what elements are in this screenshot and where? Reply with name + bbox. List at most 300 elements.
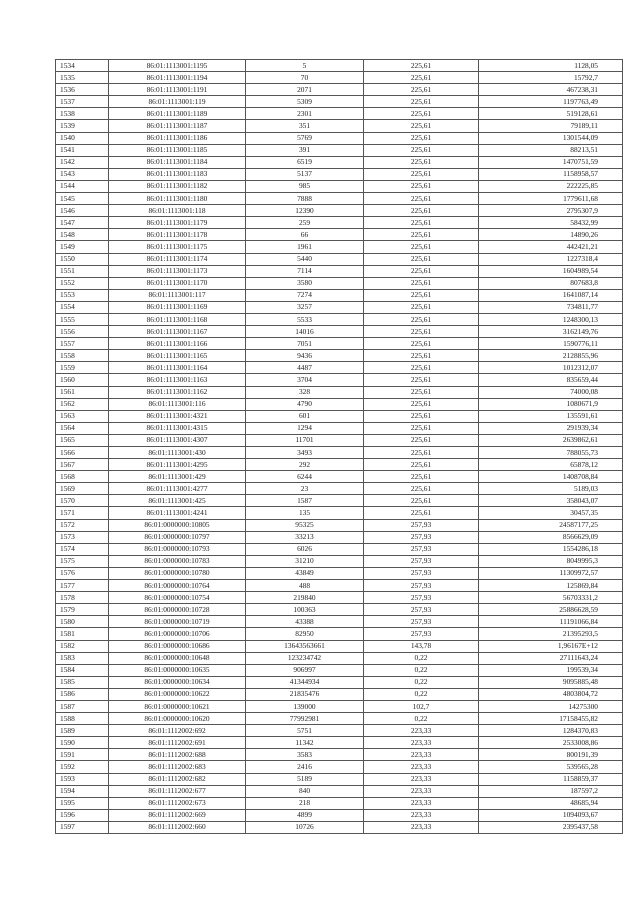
value-cell: 125869,84 bbox=[479, 580, 623, 592]
rate-cell: 257,93 bbox=[364, 580, 479, 592]
table-row bbox=[56, 326, 623, 338]
cadastral-number-cell: 86:01:1113001:1184 bbox=[109, 156, 246, 168]
table-row bbox=[56, 410, 623, 422]
row-number-cell: 1578 bbox=[56, 592, 109, 604]
cadastral-number-cell: 86:01:1113001:430 bbox=[109, 447, 246, 459]
area-cell: 1587 bbox=[246, 495, 364, 507]
area-cell: 488 bbox=[246, 580, 364, 592]
value-cell: 25886628,59 bbox=[479, 604, 623, 616]
rate-cell: 225,61 bbox=[364, 422, 479, 434]
area-cell: 328 bbox=[246, 386, 364, 398]
table-row bbox=[56, 217, 623, 229]
row-number-cell: 1587 bbox=[56, 700, 109, 712]
rate-cell: 223,33 bbox=[364, 809, 479, 821]
row-number-cell: 1580 bbox=[56, 616, 109, 628]
area-cell: 906997 bbox=[246, 664, 364, 676]
row-number-cell: 1597 bbox=[56, 821, 109, 833]
rate-cell: 225,61 bbox=[364, 180, 479, 192]
rate-cell: 225,61 bbox=[364, 168, 479, 180]
cadastral-number-cell: 86:01:0000000:10805 bbox=[109, 519, 246, 531]
rate-cell: 225,61 bbox=[364, 156, 479, 168]
table-row bbox=[56, 193, 623, 205]
value-cell: 27111643,24 bbox=[479, 652, 623, 664]
table-row bbox=[56, 580, 623, 592]
table-row bbox=[56, 84, 623, 96]
rate-cell: 102,7 bbox=[364, 700, 479, 712]
row-number-cell: 1549 bbox=[56, 241, 109, 253]
row-number-cell: 1562 bbox=[56, 398, 109, 410]
row-number-cell: 1594 bbox=[56, 785, 109, 797]
rate-cell: 225,61 bbox=[364, 326, 479, 338]
area-cell: 5533 bbox=[246, 313, 364, 325]
area-cell: 219840 bbox=[246, 592, 364, 604]
area-cell: 6026 bbox=[246, 543, 364, 555]
value-cell: 1554286,18 bbox=[479, 543, 623, 555]
area-cell: 70 bbox=[246, 72, 364, 84]
rate-cell: 225,61 bbox=[364, 241, 479, 253]
cadastral-number-cell: 86:01:1113001:1195 bbox=[109, 60, 246, 72]
area-cell: 10726 bbox=[246, 821, 364, 833]
row-number-cell: 1564 bbox=[56, 422, 109, 434]
value-cell: 1094093,67 bbox=[479, 809, 623, 821]
value-cell: 1248300,13 bbox=[479, 313, 623, 325]
rate-cell: 225,61 bbox=[364, 193, 479, 205]
area-cell: 5440 bbox=[246, 253, 364, 265]
cadastral-number-cell: 86:01:1113001:1168 bbox=[109, 313, 246, 325]
area-cell: 5751 bbox=[246, 725, 364, 737]
cadastral-number-cell: 86:01:1113001:1183 bbox=[109, 168, 246, 180]
row-number-cell: 1565 bbox=[56, 434, 109, 446]
value-cell: 17158455,82 bbox=[479, 713, 623, 725]
row-number-cell: 1573 bbox=[56, 531, 109, 543]
cadastral-number-cell: 86:01:1113001:1175 bbox=[109, 241, 246, 253]
value-cell: 291939,34 bbox=[479, 422, 623, 434]
row-number-cell: 1536 bbox=[56, 84, 109, 96]
table-row bbox=[56, 386, 623, 398]
rate-cell: 257,93 bbox=[364, 531, 479, 543]
area-cell: 41344934 bbox=[246, 676, 364, 688]
value-cell: 1197763,49 bbox=[479, 96, 623, 108]
area-cell: 2301 bbox=[246, 108, 364, 120]
value-cell: 65878,12 bbox=[479, 459, 623, 471]
row-number-cell: 1554 bbox=[56, 301, 109, 313]
cadastral-number-cell: 86:01:1113001:1180 bbox=[109, 193, 246, 205]
cadastral-number-cell: 86:01:0000000:10719 bbox=[109, 616, 246, 628]
area-cell: 82950 bbox=[246, 628, 364, 640]
table-row bbox=[56, 398, 623, 410]
row-number-cell: 1551 bbox=[56, 265, 109, 277]
row-number-cell: 1574 bbox=[56, 543, 109, 555]
row-number-cell: 1583 bbox=[56, 652, 109, 664]
rate-cell: 225,61 bbox=[364, 447, 479, 459]
cadastral-value-table bbox=[55, 59, 623, 834]
area-cell: 1961 bbox=[246, 241, 364, 253]
row-number-cell: 1534 bbox=[56, 60, 109, 72]
row-number-cell: 1547 bbox=[56, 217, 109, 229]
area-cell: 100363 bbox=[246, 604, 364, 616]
row-number-cell: 1537 bbox=[56, 96, 109, 108]
table-row bbox=[56, 628, 623, 640]
table-row bbox=[56, 96, 623, 108]
value-cell: 2395437,58 bbox=[479, 821, 623, 833]
table-row bbox=[56, 265, 623, 277]
value-cell: 807683,8 bbox=[479, 277, 623, 289]
area-cell: 3257 bbox=[246, 301, 364, 313]
cadastral-number-cell: 86:01:1113001:1164 bbox=[109, 362, 246, 374]
rate-cell: 257,93 bbox=[364, 567, 479, 579]
value-cell: 56703331,2 bbox=[479, 592, 623, 604]
cadastral-number-cell: 86:01:1113001:4277 bbox=[109, 483, 246, 495]
value-cell: 1604989,54 bbox=[479, 265, 623, 277]
value-cell: 5189,03 bbox=[479, 483, 623, 495]
row-number-cell: 1584 bbox=[56, 664, 109, 676]
area-cell: 123234742 bbox=[246, 652, 364, 664]
table-row bbox=[56, 652, 623, 664]
area-cell: 3583 bbox=[246, 749, 364, 761]
row-number-cell: 1575 bbox=[56, 555, 109, 567]
rate-cell: 225,61 bbox=[364, 84, 479, 96]
row-number-cell: 1579 bbox=[56, 604, 109, 616]
rate-cell: 0,22 bbox=[364, 652, 479, 664]
row-number-cell: 1548 bbox=[56, 229, 109, 241]
cadastral-number-cell: 86:01:0000000:10728 bbox=[109, 604, 246, 616]
value-cell: 9095885,48 bbox=[479, 676, 623, 688]
rate-cell: 225,61 bbox=[364, 374, 479, 386]
cadastral-number-cell: 86:01:0000000:10764 bbox=[109, 580, 246, 592]
area-cell: 23 bbox=[246, 483, 364, 495]
value-cell: 1128,05 bbox=[479, 60, 623, 72]
row-number-cell: 1545 bbox=[56, 193, 109, 205]
area-cell: 31210 bbox=[246, 555, 364, 567]
table-row bbox=[56, 604, 623, 616]
value-cell: 2533008,86 bbox=[479, 737, 623, 749]
cadastral-number-cell: 86:01:1113001:117 bbox=[109, 289, 246, 301]
cadastral-number-cell: 86:01:1113001:1173 bbox=[109, 265, 246, 277]
row-number-cell: 1542 bbox=[56, 156, 109, 168]
cadastral-number-cell: 86:01:0000000:10793 bbox=[109, 543, 246, 555]
cadastral-number-cell: 86:01:0000000:10754 bbox=[109, 592, 246, 604]
cadastral-number-cell: 86:01:1113001:4321 bbox=[109, 410, 246, 422]
table-row bbox=[56, 301, 623, 313]
rate-cell: 225,61 bbox=[364, 410, 479, 422]
cadastral-number-cell: 86:01:1113001:4307 bbox=[109, 434, 246, 446]
table-row bbox=[56, 422, 623, 434]
cadastral-number-cell: 86:01:0000000:10780 bbox=[109, 567, 246, 579]
area-cell: 3580 bbox=[246, 277, 364, 289]
row-number-cell: 1570 bbox=[56, 495, 109, 507]
rate-cell: 225,61 bbox=[364, 108, 479, 120]
row-number-cell: 1576 bbox=[56, 567, 109, 579]
cadastral-number-cell: 86:01:1113001:1167 bbox=[109, 326, 246, 338]
rate-cell: 225,61 bbox=[364, 277, 479, 289]
rate-cell: 223,33 bbox=[364, 749, 479, 761]
rate-cell: 257,93 bbox=[364, 555, 479, 567]
value-cell: 1227318,4 bbox=[479, 253, 623, 265]
cadastral-number-cell: 86:01:1113001:1170 bbox=[109, 277, 246, 289]
table-row bbox=[56, 483, 623, 495]
row-number-cell: 1571 bbox=[56, 507, 109, 519]
cadastral-number-cell: 86:01:0000000:10706 bbox=[109, 628, 246, 640]
table-row bbox=[56, 785, 623, 797]
table-row bbox=[56, 447, 623, 459]
table-row bbox=[56, 229, 623, 241]
table-row bbox=[56, 519, 623, 531]
rate-cell: 225,61 bbox=[364, 398, 479, 410]
cadastral-number-cell: 86:01:1113001:1169 bbox=[109, 301, 246, 313]
table-row bbox=[56, 725, 623, 737]
value-cell: 222225,85 bbox=[479, 180, 623, 192]
value-cell: 14275300 bbox=[479, 700, 623, 712]
table-row bbox=[56, 362, 623, 374]
row-number-cell: 1572 bbox=[56, 519, 109, 531]
cadastral-number-cell: 86:01:1112002:683 bbox=[109, 761, 246, 773]
value-cell: 1590776,11 bbox=[479, 338, 623, 350]
area-cell: 6244 bbox=[246, 471, 364, 483]
cadastral-number-cell: 86:01:1112002:677 bbox=[109, 785, 246, 797]
value-cell: 2795307,9 bbox=[479, 205, 623, 217]
row-number-cell: 1558 bbox=[56, 350, 109, 362]
row-number-cell: 1540 bbox=[56, 132, 109, 144]
rate-cell: 225,61 bbox=[364, 265, 479, 277]
value-cell: 539565,28 bbox=[479, 761, 623, 773]
table-row bbox=[56, 313, 623, 325]
row-number-cell: 1550 bbox=[56, 253, 109, 265]
table-row bbox=[56, 531, 623, 543]
table-row bbox=[56, 567, 623, 579]
row-number-cell: 1559 bbox=[56, 362, 109, 374]
rate-cell: 225,61 bbox=[364, 144, 479, 156]
value-cell: 24587177,25 bbox=[479, 519, 623, 531]
cadastral-number-cell: 86:01:1113001:1191 bbox=[109, 84, 246, 96]
cadastral-number-cell: 86:01:0000000:10648 bbox=[109, 652, 246, 664]
cadastral-number-cell: 86:01:0000000:10635 bbox=[109, 664, 246, 676]
area-cell: 218 bbox=[246, 797, 364, 809]
row-number-cell: 1566 bbox=[56, 447, 109, 459]
area-cell: 5189 bbox=[246, 773, 364, 785]
cadastral-number-cell: 86:01:1113001:1162 bbox=[109, 386, 246, 398]
table-row bbox=[56, 289, 623, 301]
area-cell: 11342 bbox=[246, 737, 364, 749]
table-row bbox=[56, 459, 623, 471]
cadastral-number-cell: 86:01:1112002:669 bbox=[109, 809, 246, 821]
table-row bbox=[56, 132, 623, 144]
cadastral-number-cell: 86:01:1113001:1194 bbox=[109, 72, 246, 84]
row-number-cell: 1546 bbox=[56, 205, 109, 217]
cadastral-number-cell: 86:01:1113001:1163 bbox=[109, 374, 246, 386]
rate-cell: 225,61 bbox=[364, 289, 479, 301]
value-cell: 835659,44 bbox=[479, 374, 623, 386]
table-row bbox=[56, 180, 623, 192]
cadastral-number-cell: 86:01:0000000:10620 bbox=[109, 713, 246, 725]
area-cell: 14016 bbox=[246, 326, 364, 338]
rate-cell: 225,61 bbox=[364, 229, 479, 241]
value-cell: 788055,73 bbox=[479, 447, 623, 459]
value-cell: 1080671,9 bbox=[479, 398, 623, 410]
cadastral-number-cell: 86:01:1113001:4315 bbox=[109, 422, 246, 434]
row-number-cell: 1568 bbox=[56, 471, 109, 483]
area-cell: 3493 bbox=[246, 447, 364, 459]
value-cell: 88213,51 bbox=[479, 144, 623, 156]
value-cell: 74000,08 bbox=[479, 386, 623, 398]
value-cell: 1158859,37 bbox=[479, 773, 623, 785]
row-number-cell: 1552 bbox=[56, 277, 109, 289]
area-cell: 12390 bbox=[246, 205, 364, 217]
cadastral-number-cell: 86:01:1113001:425 bbox=[109, 495, 246, 507]
table-row bbox=[56, 253, 623, 265]
rate-cell: 225,61 bbox=[364, 386, 479, 398]
area-cell: 43388 bbox=[246, 616, 364, 628]
row-number-cell: 1556 bbox=[56, 326, 109, 338]
rate-cell: 0,22 bbox=[364, 688, 479, 700]
value-cell: 358043,07 bbox=[479, 495, 623, 507]
row-number-cell: 1592 bbox=[56, 761, 109, 773]
table-row bbox=[56, 72, 623, 84]
cadastral-number-cell: 86:01:1113001:1179 bbox=[109, 217, 246, 229]
row-number-cell: 1591 bbox=[56, 749, 109, 761]
area-cell: 5309 bbox=[246, 96, 364, 108]
table-row bbox=[56, 809, 623, 821]
area-cell: 13643563661 bbox=[246, 640, 364, 652]
cadastral-number-cell: 86:01:1112002:692 bbox=[109, 725, 246, 737]
row-number-cell: 1541 bbox=[56, 144, 109, 156]
rate-cell: 257,93 bbox=[364, 604, 479, 616]
value-cell: 1012312,07 bbox=[479, 362, 623, 374]
rate-cell: 257,93 bbox=[364, 592, 479, 604]
area-cell: 5769 bbox=[246, 132, 364, 144]
cadastral-number-cell: 86:01:1112002:682 bbox=[109, 773, 246, 785]
value-cell: 11309972,57 bbox=[479, 567, 623, 579]
area-cell: 5137 bbox=[246, 168, 364, 180]
area-cell: 9436 bbox=[246, 350, 364, 362]
row-number-cell: 1557 bbox=[56, 338, 109, 350]
row-number-cell: 1553 bbox=[56, 289, 109, 301]
area-cell: 4790 bbox=[246, 398, 364, 410]
cadastral-number-cell: 86:01:1113001:119 bbox=[109, 96, 246, 108]
rate-cell: 0,22 bbox=[364, 676, 479, 688]
area-cell: 33213 bbox=[246, 531, 364, 543]
table-row bbox=[56, 676, 623, 688]
area-cell: 601 bbox=[246, 410, 364, 422]
value-cell: 1641087,14 bbox=[479, 289, 623, 301]
rate-cell: 223,33 bbox=[364, 761, 479, 773]
area-cell: 2071 bbox=[246, 84, 364, 96]
row-number-cell: 1535 bbox=[56, 72, 109, 84]
rate-cell: 225,61 bbox=[364, 253, 479, 265]
row-number-cell: 1543 bbox=[56, 168, 109, 180]
value-cell: 79189,11 bbox=[479, 120, 623, 132]
value-cell: 1158958,57 bbox=[479, 168, 623, 180]
rate-cell: 223,33 bbox=[364, 797, 479, 809]
row-number-cell: 1544 bbox=[56, 180, 109, 192]
table-row bbox=[56, 168, 623, 180]
row-number-cell: 1595 bbox=[56, 797, 109, 809]
cadastral-number-cell: 86:01:0000000:10686 bbox=[109, 640, 246, 652]
table-body bbox=[56, 60, 623, 834]
cadastral-number-cell: 86:01:1113001:1174 bbox=[109, 253, 246, 265]
table-row bbox=[56, 688, 623, 700]
rate-cell: 225,61 bbox=[364, 434, 479, 446]
value-cell: 2639862,61 bbox=[479, 434, 623, 446]
rate-cell: 225,61 bbox=[364, 217, 479, 229]
area-cell: 7051 bbox=[246, 338, 364, 350]
area-cell: 351 bbox=[246, 120, 364, 132]
rate-cell: 257,93 bbox=[364, 628, 479, 640]
row-number-cell: 1563 bbox=[56, 410, 109, 422]
value-cell: 8049995,3 bbox=[479, 555, 623, 567]
cadastral-number-cell: 86:01:1113001:1166 bbox=[109, 338, 246, 350]
cadastral-number-cell: 86:01:1112002:673 bbox=[109, 797, 246, 809]
value-cell: 4803804,72 bbox=[479, 688, 623, 700]
table-row bbox=[56, 205, 623, 217]
cadastral-number-cell: 86:01:1113001:118 bbox=[109, 205, 246, 217]
table-row bbox=[56, 495, 623, 507]
rate-cell: 225,61 bbox=[364, 495, 479, 507]
rate-cell: 257,93 bbox=[364, 519, 479, 531]
area-cell: 77992981 bbox=[246, 713, 364, 725]
area-cell: 21835476 bbox=[246, 688, 364, 700]
value-cell: 3162149,76 bbox=[479, 326, 623, 338]
row-number-cell: 1539 bbox=[56, 120, 109, 132]
row-number-cell: 1538 bbox=[56, 108, 109, 120]
area-cell: 1294 bbox=[246, 422, 364, 434]
row-number-cell: 1586 bbox=[56, 688, 109, 700]
row-number-cell: 1588 bbox=[56, 713, 109, 725]
value-cell: 15792,7 bbox=[479, 72, 623, 84]
table-row bbox=[56, 543, 623, 555]
area-cell: 43849 bbox=[246, 567, 364, 579]
cadastral-number-cell: 86:01:1113001:429 bbox=[109, 471, 246, 483]
area-cell: 840 bbox=[246, 785, 364, 797]
cadastral-number-cell: 86:01:1112002:660 bbox=[109, 821, 246, 833]
row-number-cell: 1593 bbox=[56, 773, 109, 785]
row-number-cell: 1585 bbox=[56, 676, 109, 688]
row-number-cell: 1577 bbox=[56, 580, 109, 592]
value-cell: 58432,99 bbox=[479, 217, 623, 229]
table-row bbox=[56, 471, 623, 483]
row-number-cell: 1567 bbox=[56, 459, 109, 471]
area-cell: 135 bbox=[246, 507, 364, 519]
rate-cell: 223,33 bbox=[364, 785, 479, 797]
row-number-cell: 1569 bbox=[56, 483, 109, 495]
value-cell: 467238,31 bbox=[479, 84, 623, 96]
area-cell: 139000 bbox=[246, 700, 364, 712]
area-cell: 5 bbox=[246, 60, 364, 72]
cadastral-number-cell: 86:01:1113001:4241 bbox=[109, 507, 246, 519]
cadastral-number-cell: 86:01:0000000:10783 bbox=[109, 555, 246, 567]
value-cell: 1408708,84 bbox=[479, 471, 623, 483]
rate-cell: 225,61 bbox=[364, 132, 479, 144]
area-cell: 66 bbox=[246, 229, 364, 241]
table-row bbox=[56, 640, 623, 652]
value-cell: 14890,26 bbox=[479, 229, 623, 241]
table-row bbox=[56, 761, 623, 773]
area-cell: 95325 bbox=[246, 519, 364, 531]
area-cell: 2416 bbox=[246, 761, 364, 773]
rate-cell: 225,61 bbox=[364, 301, 479, 313]
table-row bbox=[56, 350, 623, 362]
table-row bbox=[56, 241, 623, 253]
table-row bbox=[56, 338, 623, 350]
rate-cell: 225,61 bbox=[364, 60, 479, 72]
table-row bbox=[56, 555, 623, 567]
table-row bbox=[56, 616, 623, 628]
cadastral-number-cell: 86:01:1113001:1186 bbox=[109, 132, 246, 144]
table-row bbox=[56, 60, 623, 72]
cadastral-number-cell: 86:01:0000000:10621 bbox=[109, 700, 246, 712]
value-cell: 1,96167E+12 bbox=[479, 640, 623, 652]
rate-cell: 223,33 bbox=[364, 725, 479, 737]
cadastral-number-cell: 86:01:1112002:691 bbox=[109, 737, 246, 749]
